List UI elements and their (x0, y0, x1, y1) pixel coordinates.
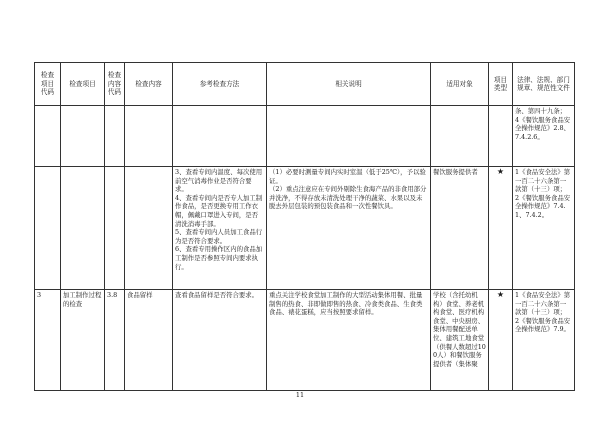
header-description: 相关说明 (267, 63, 431, 106)
cell-type (489, 106, 513, 167)
table-row (35, 167, 575, 290)
cell-description: 重点关注学校食堂加工制作的大型活动集体用餐、批量制售的热食、非即做即售的热食、冷食类食品、生食类食品、裱花蛋糕，应当按照要求留样。 (267, 290, 431, 391)
cell-method: 3、查看专间内温度、每次使用前空气消毒作业是否符合要求。 4、查看专间内是否专人加工制作食品，是否更换专用工作衣帽，佩戴口罩进入专间，是否清洗消毒手部。 5、查看专间内人员加工食品行为是否符合要求。 6、查看专用操作区内的食品加工制作是否参照专间内要求执行。 (173, 167, 267, 290)
header-content: 检查内容 (125, 63, 173, 106)
cell-item-code: 3.8 (105, 290, 125, 391)
cell-type: ★ (489, 290, 513, 391)
header-method: 参考检查方法 (173, 63, 267, 106)
header-type: 项目 类型 (489, 63, 513, 106)
header-content-code: 检查 内容 代码 (105, 63, 125, 106)
cell-object: 学校（含托幼机构）食堂、养老机构食堂、医疗机构食堂、中央厨房、集体用餐配送单位、建筑工地食堂（供餐人数超过100人）和餐饮服务提供者（集体聚 (431, 290, 489, 391)
table-row (35, 106, 575, 167)
header-item-code: 检查 项目 代码 (35, 63, 61, 106)
cell-code (35, 167, 61, 290)
cell-method: 查看食品留样是否符合要求。 (173, 290, 267, 391)
page-number: 11 (295, 391, 305, 399)
inspection-table (34, 62, 575, 391)
header-item: 检查项目 (61, 63, 105, 106)
cell-item-code (105, 106, 125, 167)
cell-item (61, 106, 105, 167)
cell-description: （1）必要时测量专间内实时室温（低于25℃），予以验证。 （2）重点注意应在专间外剔除生食海产品的非食用部分并洗净，不得存放未清洗处理干净的蔬菜、水果以及未脱去外层包装的预包装食品和一次性餐饮具。 (267, 167, 431, 290)
cell-law: 条、第四十九条； 4《餐饮服务食品安全操作规范》2.8、7.4.2.6。 (513, 106, 575, 167)
cell-item-code (105, 167, 125, 290)
table-row (35, 290, 575, 391)
cell-content (125, 106, 173, 167)
cell-item: 加工制作过程的检查 (61, 290, 105, 391)
cell-item (61, 167, 105, 290)
table-header-row (35, 63, 575, 106)
header-law: 法律、法规、部门 规章、规范性文件 (513, 63, 575, 106)
cell-object: 餐饮服务提供者 (431, 167, 489, 290)
cell-type: ★ (489, 167, 513, 290)
cell-code (35, 106, 61, 167)
header-object: 适用对象 (431, 63, 489, 106)
cell-law: 1《食品安全法》第一百二十六条第一款第（十三）项； 2《餐饮服务食品安全操作规范》7.9。 (513, 290, 575, 391)
cell-description (267, 106, 431, 167)
cell-law: 1《食品安全法》第一百二十六条第一款第（十三）项； 2《餐饮服务食品安全操作规范》7.4.1、7.4.2。 (513, 167, 575, 290)
cell-content (125, 167, 173, 290)
cell-method (173, 106, 267, 167)
cell-content: 食品留样 (125, 290, 173, 391)
cell-object (431, 106, 489, 167)
cell-code: 3 (35, 290, 61, 391)
